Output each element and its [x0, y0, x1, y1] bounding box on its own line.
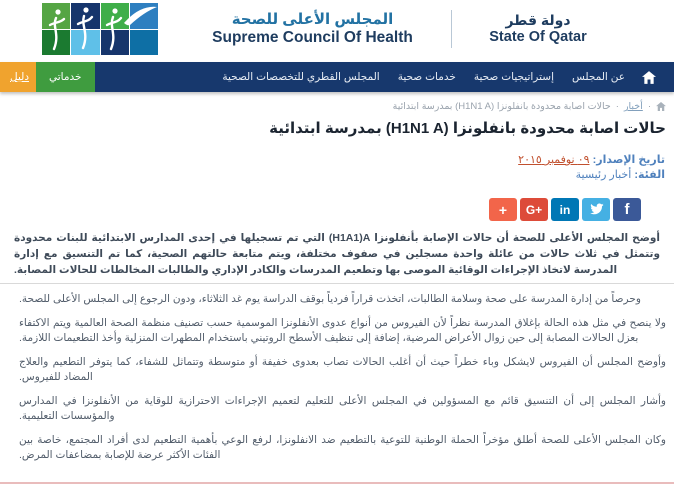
article-paragraph: وحرصاً من إدارة المدرسة على صحة وسلامة الطالبات، اتخذت قراراً فردياً بوقف الدراسة يوم غد الثلاثاء، ودون الرجوع إلى المجلس الأعلى للصحة. [19, 293, 641, 305]
nav-item-about-council[interactable]: عن المجلس [571, 71, 625, 83]
addthis-share-button[interactable] [489, 198, 517, 221]
leaf-icon [124, 7, 157, 25]
category-value: أخبار رئيسية [575, 169, 632, 181]
council-name-english: Supreme Council Of Health [212, 28, 413, 46]
article-paragraph: وأوضح المجلس أن الفيروس لايشكل وباء خطراً حيث أن أغلب الحالات تصاب بعدوى خفيفة أو متوسطة وتتماثل للشفاء، كما يتوفر التطعيم والعلاج المضاد للفيروس. [19, 355, 666, 383]
state-name-block [472, 12, 604, 46]
article-paragraph: وأشار المجلس إلى أن التنسيق قائم مع المسؤولين في المجلس الأعلى للتعليم لتعميم الإجراءات الاحترازية للوقاية من الأنفلونزا في المدارس والمؤسسات التعليمية. [19, 394, 666, 422]
home-icon [642, 71, 656, 84]
plus-icon: + [498, 201, 508, 218]
breadcrumb-separator: · [647, 101, 651, 112]
footer-top-border [0, 482, 674, 484]
home-icon [656, 102, 666, 111]
council-logo [42, 3, 158, 55]
state-name-arabic: دولة قطر [505, 11, 571, 28]
header-divider [451, 10, 452, 48]
linkedin-icon: in [559, 202, 571, 217]
nav-item-my-services[interactable]: خدماتي [36, 62, 95, 92]
nav-item-qatar-council-health-specialties[interactable]: المجلس القطري للتخصصات الصحية [222, 71, 380, 83]
twitter-share-button[interactable] [582, 198, 610, 221]
breadcrumb [0, 101, 674, 112]
nav-item-health-services[interactable]: خدمات صحية [397, 71, 456, 83]
nav-item-directory[interactable]: دليل [0, 62, 36, 92]
council-name-arabic: المجلس الأعلى للصحة [231, 11, 394, 29]
release-date-value: ٠٩ نوفمبر ٢٠١٥ [518, 154, 590, 166]
article-paragraph: ولا ينصح في مثل هذه الحالة بإغلاق المدرسة نظراً لأن الفيروس من أنواع عدوى الأنفلونزا الموسمية حسب تصنيف منظمة الصحة العالمية ويتم الاكتفاء بعزل الحالات المصابة إلى حين زوال الأعراض المرضية، إضافة إلى تنظيف الأسطح الروتيني باستخدام المطهرات المنزلية وأخذ التطعيمات اللازمة. [19, 316, 666, 344]
breadcrumb-home-link[interactable] [656, 102, 666, 111]
social-share-bar [0, 198, 674, 221]
facebook-icon: f [624, 201, 630, 218]
googleplus-icon: G+ [525, 202, 543, 217]
state-name-english: State Of Qatar [489, 28, 587, 45]
breadcrumb-current-page: حالات اصابة محدودة بانفلونزا ⁦(H1N1 A)⁩ بمدرسة ابتدائية [392, 101, 611, 112]
intro-divider [0, 283, 674, 284]
breadcrumb-separator: · [615, 101, 619, 112]
main-navigation [0, 62, 674, 92]
nav-home-button[interactable] [634, 62, 664, 92]
article-meta [0, 153, 674, 183]
twitter-icon [589, 203, 604, 216]
googleplus-share-button[interactable] [520, 198, 548, 221]
article-intro-paragraph: أوضح المجلس الأعلى للصحة أن حالات الإصابة بأنفلونزا ⁦(H1A1)A⁩ التي تم تسجيلها في إحدى المدارس الابتدائية للبنات محدودة وتتمثل في ثلاث حالات من عائلة واحدة مسجلين في صفوف مختلفة، ويتم متابعة حالتهم الصحية، كما تم التنسيق مع إدارة المدرسة لاتخاذ الإجراءات الوقائية الموصى بها وتطعيم المدرسات والكادر الإداري والطالبات المخالطات للحالات المصابة. [14, 232, 660, 276]
breadcrumb-news-link[interactable]: أخبار [623, 101, 643, 112]
nav-item-health-strategies[interactable]: إستراتيجيات صحية [473, 71, 554, 83]
article-paragraph: وكان المجلس الأعلى للصحة أطلق مؤخراً الحملة الوطنية للتوعية بالتطعيم ضد الانفلونزا، لرفع الوعي بأهمية التطعيم لدى أفراد المجتمع، خاصة بين الفئات الأكثر عرضة للإصابة بمضاعفات المرض. [19, 433, 666, 461]
page-title: حالات اصابة محدودة بانفلونزا ⁦(H1N1 A)⁩ بمدرسة ابتدائية [269, 120, 666, 137]
category-label: الفئة: [634, 169, 665, 181]
dancing-figures-icon [42, 3, 158, 55]
council-name-block [200, 11, 425, 46]
site-header [0, 0, 674, 58]
category-row [9, 168, 665, 183]
linkedin-share-button[interactable] [551, 198, 579, 221]
release-date-row [9, 153, 665, 168]
release-date-label: تاريخ الإصدار: [592, 154, 665, 166]
facebook-share-button[interactable] [613, 198, 641, 221]
